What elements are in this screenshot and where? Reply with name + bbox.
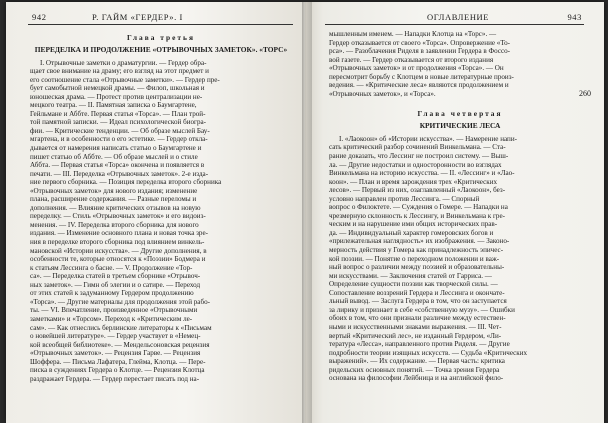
- text-line: дополнения. — Влияние критических отзывов на новую: [30, 203, 201, 212]
- text-line: чрезмерную склонность к Лессингу, и Винкельмана к гре-: [329, 211, 505, 220]
- header-rule: [28, 24, 293, 25]
- text-line: тература «Лесса», направленного против Риделя. — Другие: [329, 340, 510, 349]
- text-line: к статьям Лессинга о басне. — V. Продолжение «Тор-: [30, 263, 193, 272]
- text-line: сать критический разбор сочинений Винкельмана. — Ста-: [329, 143, 506, 152]
- text-line: обоих в том, что они признали различие между естествен-: [329, 314, 506, 323]
- text-line: «Торса». — Другие материалы для продолжения этой рабо-: [30, 297, 210, 306]
- text-line: ридельских основных понятий. — Точка зрения Гердера: [329, 365, 500, 374]
- text-line: I. «Лаокоон» об «Истории искусства». — Намерение напи-: [339, 134, 517, 143]
- text-line: особенности те, которые относятся к «Поэзии» Бодмера и: [30, 255, 206, 264]
- text-line: ния в переделке второго сборника под влиянием винкель-: [30, 238, 205, 247]
- text-line: выражений». — Их содержание. — Первая часть: критика: [329, 357, 505, 366]
- text-line: вой газете. — Гердер отказывается от второго издания: [329, 55, 494, 64]
- text-line: сам». — Как отнеслись берлинские литераторы к «Письмам: [30, 323, 212, 332]
- text-line: Аббта. — Первая статья «Торса» окончена и появляется в: [30, 161, 205, 170]
- text-line: Гердер отказывается от своего «Торса». Опровержение «То-: [329, 38, 511, 47]
- text-line: ведения. — «Критические леса» являются продолжением и: [329, 81, 509, 90]
- text-line: рание доказать, что Лессинг не построил систему. — Выш-: [329, 152, 509, 161]
- page-body: [329, 30, 591, 383]
- text-line: от этих статей к задуманному Гердером продолжению: [30, 289, 194, 298]
- text-line: кой всеобщей библиотеке». — Мендельсоновская рецензия: [30, 340, 210, 349]
- text-line: са». — Переделка статей в третьем сборнике «Отрывоч-: [30, 272, 201, 281]
- text-line: Определение сущности поэзии как творческой силы. —: [329, 280, 498, 289]
- text-line: издания. — Изменение основного плана и новая точка зре-: [30, 229, 208, 238]
- chapter-summary: [30, 59, 292, 384]
- chapter-heading: Глава четвертая: [417, 109, 503, 119]
- running-header: [327, 12, 582, 24]
- text-line: коон». — План и время зарождения трех «Критических: [329, 177, 498, 186]
- text-line: кой поэзии. — Понятие о переходном положении и важ-: [329, 254, 500, 263]
- text-line: «Отрывочных заметок». — Рецензия Гарве. — Рецензия: [30, 349, 201, 358]
- text-line: основана на философии Лейбница и на английской фило-: [329, 374, 504, 383]
- text-line: щает свое внимание на драму; его взгляд на этот предмет и: [30, 67, 209, 76]
- text-line: бует самобытной немецкой драмы. — Филоп, школьная и: [30, 84, 205, 93]
- text-line: переделку. — Стиль «Отрывочных заметок» и его видоиз-: [30, 212, 206, 221]
- text-line: рса». — Разоблачения Риделя в заявлении Гердера в Фосcо-: [329, 47, 511, 56]
- text-line: вертый «Критический лес», не изданный Гердером, «Ли-: [329, 331, 502, 340]
- text-line: плана, расширение содержания. — Разные переломы и: [30, 195, 197, 204]
- text-line: «Отрывочных заметок», и «Торса». 260: [329, 89, 591, 98]
- text-line: о новейшей литературе». — Гердер участвует в «Немец-: [30, 332, 201, 341]
- text-line: Винкельмана на историю искусства. — II. «Лессинг» и «Лао-: [329, 169, 515, 178]
- header-rule: [325, 24, 584, 25]
- right-page: [305, 2, 604, 423]
- chapter-title: КРИТИЧЕСКИЕ ЛЕСА: [419, 120, 501, 130]
- page-number: 943: [567, 12, 582, 22]
- text-line: печати. — III. Переделка «Отрывочных заметок». 2-е изда-: [30, 169, 209, 178]
- text-line: вопрос о Филоктете. — Суждения о Гомере. — Нападки на: [329, 203, 508, 212]
- text-line: мановской «Истории искусства». — Другие дополнения, в: [30, 246, 207, 255]
- continued-summary: [329, 30, 591, 98]
- text-line: Сопоставление воззрений Гердера и Лессинга и окончате-: [329, 288, 505, 297]
- chapter-summary: [329, 135, 591, 383]
- text-line: Гейльмане и Аббте. Первая статья «Торса». — План трой-: [30, 109, 206, 118]
- text-line: «Отрывочных заметок» для нового издания; изменение: [30, 186, 198, 195]
- text-line: заметками» и «Торсом». Переход к «Критическим ле-: [30, 314, 193, 323]
- text-line: за лирику и признает в себе «собственную музу». — Ошибки: [329, 305, 515, 314]
- text-line: той памятной записки. — Идеал психологической биогра-: [30, 118, 207, 127]
- text-line: пишет статью об Аббте. — Об образе мыслей и о стиле: [30, 152, 198, 161]
- running-title: ОГЛАВЛЕНИЕ: [427, 12, 490, 22]
- text-line: менения. — IV. Переделка второго сборника для нового: [30, 220, 199, 229]
- running-header: [32, 12, 289, 24]
- left-page: [6, 2, 305, 423]
- text-line: да. — Индивидуальный характер гомеровских богов и: [329, 228, 494, 237]
- page-body: [30, 30, 292, 383]
- text-line: мышленным именем. — Нападки Клотца на «Торс». —: [329, 30, 497, 38]
- text-line: юношеская драма. — Протест против централизации не-: [30, 92, 203, 101]
- text-line: ты. — VI. Впечатление, произведенное «Отрывочными: [30, 306, 198, 315]
- text-line: подробности теории изящных искусств. — Судьба «Критических: [329, 348, 528, 357]
- page-reference: 260: [579, 89, 591, 98]
- chapter-heading: Глава третья: [127, 33, 195, 42]
- text-line: раздражает Гердера. — Гердер перестает писать под на-: [30, 374, 200, 383]
- running-title: Р. ГАЙМ «ГЕРДЕР». I: [92, 12, 183, 22]
- text-line: мерность действия у Гомера как принадлежность эпичес-: [329, 246, 504, 255]
- page-number: 942: [32, 12, 47, 22]
- text-line: «Отрывочных заметок» и от продолжения «Торса». — Он: [329, 64, 504, 73]
- text-line: мгартена, и в особенности о его эстетике. — Гердер откла-: [30, 135, 208, 144]
- text-line: Шоффера. — Письма Лафатера, Глейма, Клотца. — Пере-: [30, 357, 206, 366]
- text-line: мецкого театра. — II. Памятная записка о Баумгартене,: [30, 101, 197, 110]
- text-line: льный вывод. — Заслуга Гердера в том, что он заступается: [329, 297, 507, 306]
- book-spread: [6, 2, 604, 423]
- text-line: фии. — Критические тенденции. — Об образе мыслей Бау-: [30, 126, 210, 135]
- chapter-title: ПЕРЕДЕЛКА И ПРОДОЛЖЕНИЕ «ОТРЫВОЧНЫХ ЗАМЕТОК». «ТОРС»: [34, 44, 288, 54]
- text-line: его соотношение стала «Отрывочные заметки». — Гердер пре-: [30, 75, 220, 84]
- book-gutter: [302, 2, 312, 423]
- text-line: ла. — Другие недостатки и односторонности во взглядах: [329, 160, 502, 169]
- text-line: I. Отрывочные заметки о драматургии. — Гердер обра-: [40, 58, 207, 67]
- text-line: дывается от намерения написать статью о Баумгартене и: [30, 144, 202, 153]
- text-line: условно направлен против Лессинга. — Спорный: [329, 194, 480, 203]
- text-line: писка в суждениях Гердера о Клотце. — Рецензия Клотца: [30, 366, 205, 375]
- text-line: ние первого сборника. — Позиция переделка второго сборника: [30, 178, 222, 187]
- text-line: ческим и на нарушение ими общих исторических прав-: [329, 220, 498, 229]
- text-line: ных заметок». — Гимн об элегии и о сатире. — Переход: [30, 280, 201, 289]
- text-line: пересмотрит борьбу с Клотцем в новые литературные произ-: [329, 72, 514, 81]
- text-line: ный вопрос о различии между поэзией и образовательны-: [329, 263, 505, 272]
- text-line: ными и искусственными знаками выражения. — III. Чет-: [329, 322, 502, 331]
- text-line: «прилежательная наглядность» их изображения. — Законо-: [329, 237, 510, 246]
- text-line: лесов». — Первый из них, озаглавленный «Лаокоон», без-: [329, 186, 506, 195]
- text-line: ми искусствами. — Заключения статей от Гарриса. —: [329, 271, 492, 280]
